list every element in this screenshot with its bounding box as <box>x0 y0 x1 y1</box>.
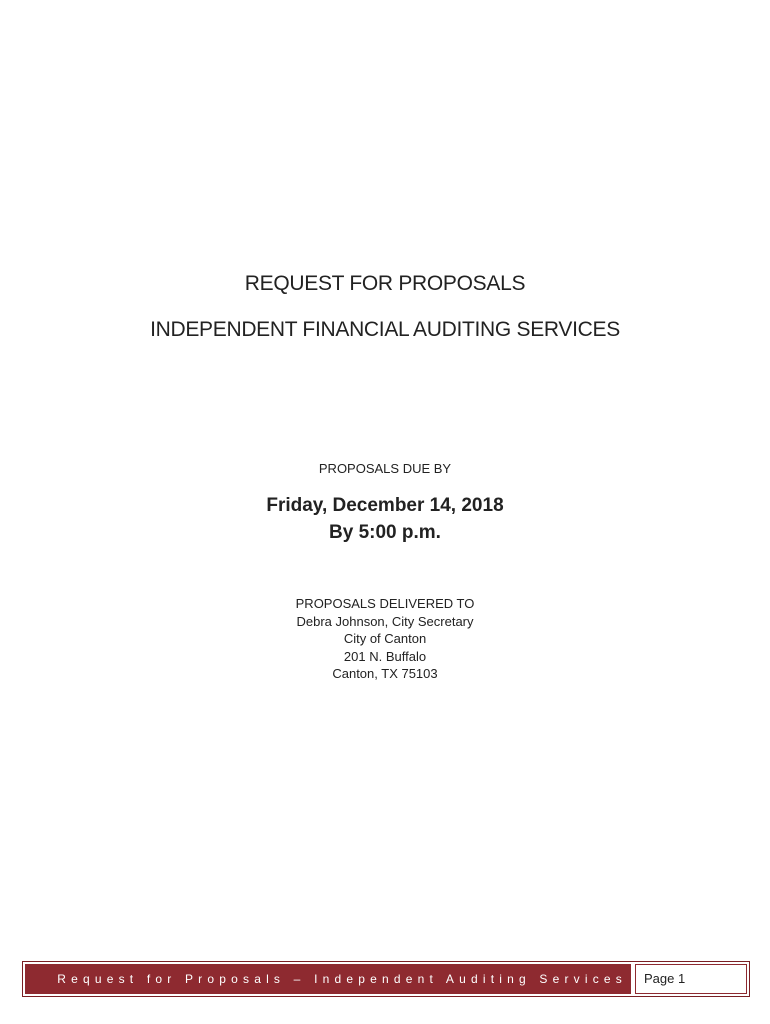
page-footer <box>22 961 750 997</box>
due-label: PROPOSALS DUE BY <box>318 461 452 476</box>
delivery-address-block <box>0 595 770 683</box>
delivery-label: PROPOSALS DELIVERED TO <box>295 596 475 611</box>
rfp-title: REQUEST FOR PROPOSALS <box>244 272 526 295</box>
delivery-line-city: Canton, TX 75103 <box>332 666 438 681</box>
rfp-subtitle: INDEPENDENT FINANCIAL AUDITING SERVICES <box>150 318 620 341</box>
delivery-line-organization: City of Canton <box>343 631 427 646</box>
due-time: By 5:00 p.m. <box>329 522 441 543</box>
footer-document-title: Request for Proposals – Independent Auditing Services <box>25 964 631 994</box>
delivery-line-street: 201 N. Buffalo <box>343 648 427 664</box>
due-date: Friday, December 14, 2018 <box>266 495 504 516</box>
footer-page-number: Page 1 <box>635 964 747 994</box>
delivery-line-recipient: Debra Johnson, City Secretary <box>296 613 474 629</box>
